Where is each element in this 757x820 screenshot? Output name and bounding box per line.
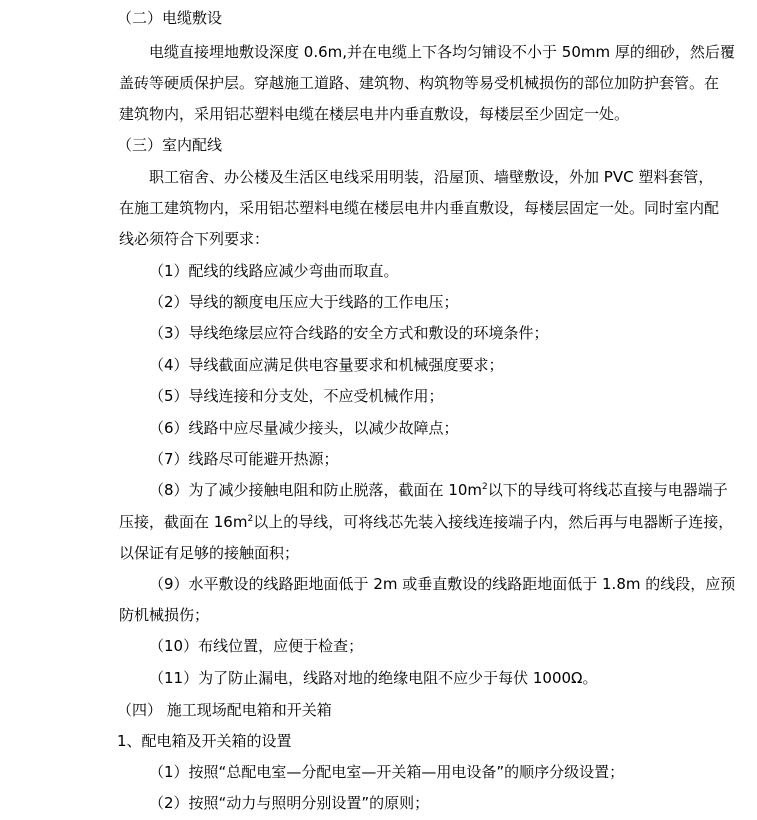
list-item-7: （7）线路尽可能避开热源； [149,450,339,468]
list-item-8-text-a: （8）为了减少接触电阻和防止脱落，截面在 10m [149,481,483,499]
subsection-heading-box-setup: 1、配电箱及开关箱的设置 [117,732,292,750]
paragraph-cable-line-2: 盖砖等硬质保护层。穿越施工道路、建筑物、构筑物等易受机械损伤的部位加防护套管。在 [119,74,720,92]
list-item-5: （5）导线连接和分支处，不应受机械作用； [149,387,444,405]
list-item-8-line-3: 以保证有足够的接触面积； [119,544,300,562]
list-item-8-line-1 [149,480,728,500]
list-item-1: （1）配线的线路应减少弯曲而取直。 [149,262,399,280]
list-item-9-line-2: 防机械损伤； [119,606,210,624]
superscript-squared: 2 [247,514,254,524]
section-heading-distribution-boxes: （四） 施工现场配电箱和开关箱 [117,701,332,719]
superscript-squared: 2 [482,482,488,492]
list-item-8-text-d: 以上的导线，可将线芯先装入接线连接端子内，然后再与电器断子连接， [253,513,734,531]
paragraph-cable-line-3: 建筑物内，采用铝芯塑料电缆在楼层电井内垂直敷设，每楼层至少固定一处。 [119,105,630,123]
sub-list-item-1: （1）按照“总配电室—分配电室—开关箱—用电设备”的顺序分级设置； [149,763,625,781]
list-item-8-text-c: 压接，截面在 16m [119,513,248,531]
list-item-11: （11）为了防止漏电，线路对地的绝缘电阻不应少于每伏 1000Ω。 [149,669,598,687]
paragraph-indoor-line-3: 线必须符合下列要求： [119,230,270,248]
list-item-8-text-b: 以下的导线可将线芯直接与电器端子 [487,481,728,499]
list-item-9-line-1: （9）水平敷设的线路距地面低于 2m 或垂直敷设的线路距地面低于 1.8m 的线段，应预 [149,575,736,593]
list-item-8-line-2 [119,512,734,532]
section-heading-cable-laying: （二）电缆敷设 [117,9,223,27]
list-item-3: （3）导线绝缘层应符合线路的安全方式和敷设的环境条件； [149,324,549,342]
section-heading-indoor-wiring: （三）室内配线 [117,136,223,154]
list-item-10: （10）布线位置，应便于检查； [149,637,364,655]
paragraph-cable-line-1: 电缆直接埋地敷设深度 0.6m,并在电缆上下各均匀铺设不小于 50mm 厚的细砂，然后覆 [149,43,735,61]
paragraph-indoor-line-1: 职工宿舍、办公楼及生活区电线采用明装，沿屋顶、墙壁敷设，外加 PVC 塑料套管， [149,168,714,186]
list-item-4: （4）导线截面应满足供电容量要求和机械强度要求； [149,356,504,374]
sub-list-item-2: （2）按照“动力与照明分别设置”的原则； [149,794,430,812]
list-item-2: （2）导线的额度电压应大于线路的工作电压； [149,293,459,311]
paragraph-indoor-line-2: 在施工建筑物内，采用铝芯塑料电缆在楼层电井内垂直敷设，每楼层固定一处。同时室内配 [119,199,720,217]
list-item-6: （6）线路中应尽量减少接头，以减少故障点； [149,419,459,437]
